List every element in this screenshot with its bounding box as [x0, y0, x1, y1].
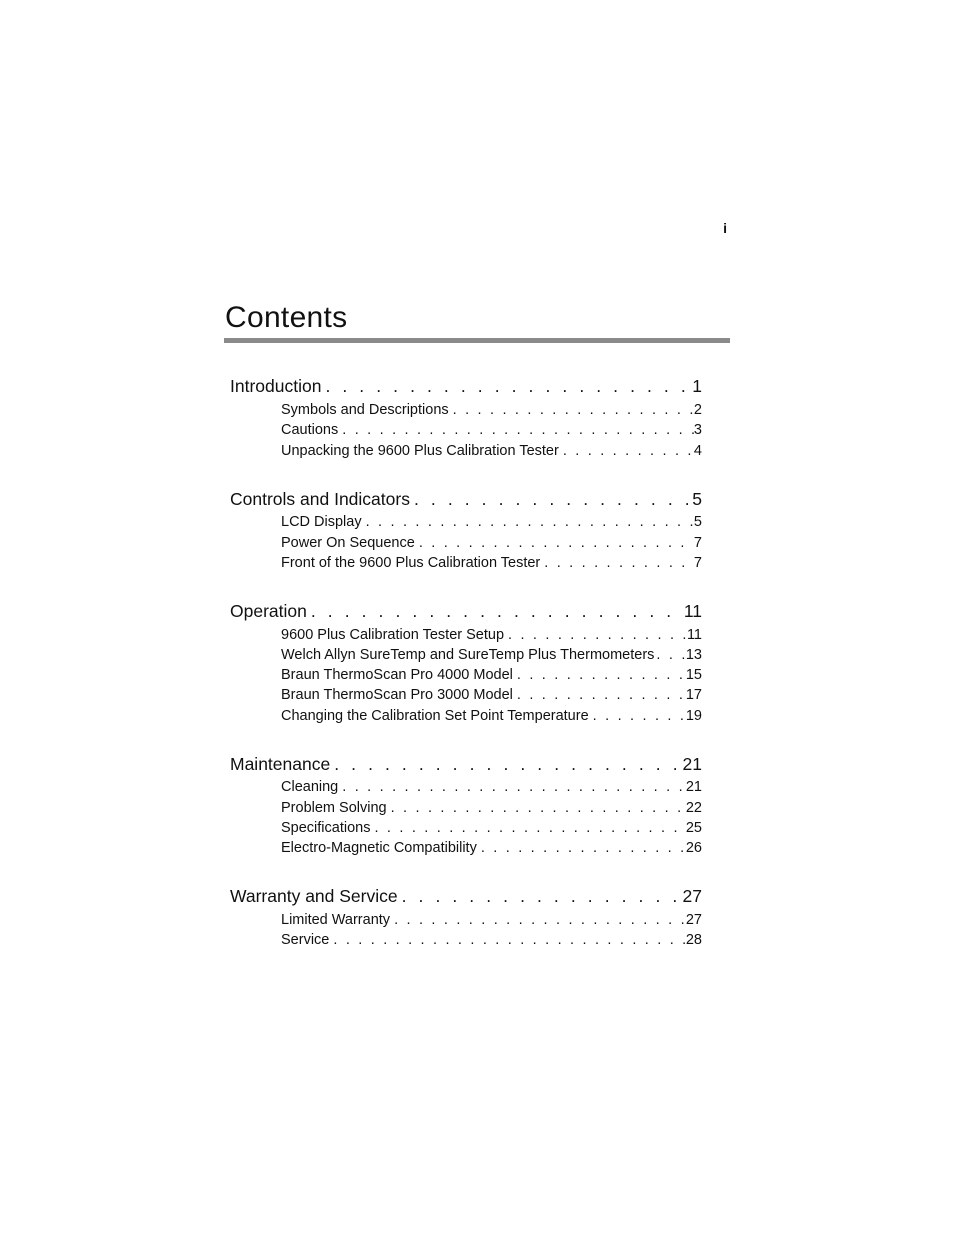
toc-item-power-on-sequence[interactable] — [281, 533, 702, 553]
toc-leader-dots — [338, 420, 694, 440]
toc-leader-dots — [387, 798, 686, 818]
toc-item-page: 5 — [693, 514, 702, 530]
toc-item-cleaning[interactable] — [281, 777, 702, 797]
toc-item-specifications[interactable] — [281, 818, 702, 838]
toc-item-page: 7 — [693, 555, 702, 571]
toc-item-page: 19 — [685, 708, 702, 724]
toc-section-label: Introduction — [230, 376, 322, 396]
toc-section-page: 1 — [692, 376, 702, 396]
toc-leader-dots — [540, 553, 694, 573]
toc-section-maintenance[interactable] — [230, 752, 702, 776]
toc-item-label: Cleaning — [281, 779, 339, 795]
toc-item-label: Unpacking the 9600 Plus Calibration Tester — [281, 443, 559, 459]
toc-item-page: 3 — [693, 422, 702, 438]
page-number: i — [723, 220, 727, 236]
toc-item-label: Specifications — [281, 820, 371, 836]
toc-item-page: 21 — [685, 779, 702, 795]
toc-item-page: 15 — [685, 667, 702, 683]
toc-section-warranty-and-service[interactable] — [230, 884, 702, 908]
toc-item-label: Changing the Calibration Set Point Temperature — [281, 708, 589, 724]
toc-item-label: Front of the 9600 Plus Calibration Tester — [281, 555, 541, 571]
toc-item-page: 7 — [693, 535, 702, 551]
toc-leader-dots — [321, 374, 692, 398]
toc-item-label: Electro-Magnetic Compatibility — [281, 840, 477, 856]
toc-leader-dots — [477, 838, 686, 858]
toc-leader-dots — [338, 777, 686, 797]
toc-leader-dots — [307, 599, 684, 623]
toc-leader-dots — [513, 685, 686, 705]
toc-item-page: 26 — [685, 840, 702, 856]
toc-section-page: 11 — [683, 601, 702, 621]
page-title: Contents — [225, 301, 348, 334]
toc-item-tester-setup[interactable] — [281, 625, 702, 645]
toc-leader-dots — [449, 400, 694, 420]
toc-leader-dots — [362, 512, 694, 532]
toc-leader-dots — [398, 884, 683, 908]
toc-leader-dots — [329, 930, 686, 950]
toc-item-page: 17 — [685, 687, 702, 703]
toc-leader-dots — [559, 441, 694, 461]
toc-item-page: 2 — [693, 402, 702, 418]
toc-section-page: 21 — [682, 754, 702, 774]
toc-item-page: 22 — [685, 800, 702, 816]
toc-item-problem-solving[interactable] — [281, 798, 702, 818]
toc-item-suretemp-thermometers[interactable] — [281, 645, 702, 665]
toc-item-label: 9600 Plus Calibration Tester Setup — [281, 627, 505, 643]
toc-item-page: 27 — [685, 912, 702, 928]
toc-item-label: Symbols and Descriptions — [281, 402, 449, 418]
toc-item-page: 13 — [685, 647, 702, 663]
toc-section-controls-and-indicators[interactable] — [230, 487, 702, 511]
toc-item-thermoscan-pro-3000[interactable] — [281, 685, 702, 705]
toc-leader-dots — [513, 665, 686, 685]
toc-item-service[interactable] — [281, 930, 702, 950]
toc-item-symbols-and-descriptions[interactable] — [281, 400, 702, 420]
toc-section-introduction[interactable] — [230, 374, 702, 398]
toc-item-label: Braun ThermoScan Pro 3000 Model — [281, 687, 513, 703]
toc-section-label: Maintenance — [230, 754, 331, 774]
toc-section-label: Operation — [230, 601, 307, 621]
toc-section-page: 5 — [692, 489, 702, 509]
toc-section-page: 27 — [682, 886, 702, 906]
toc-item-lcd-display[interactable] — [281, 512, 702, 532]
toc-item-label: Problem Solving — [281, 800, 387, 816]
toc-item-label: LCD Display — [281, 514, 362, 530]
toc-item-unpacking[interactable] — [281, 441, 702, 461]
toc-leader-dots — [504, 625, 687, 645]
toc-leader-dots — [370, 818, 685, 838]
toc-item-label: Limited Warranty — [281, 912, 391, 928]
toc-item-label: Braun ThermoScan Pro 4000 Model — [281, 667, 513, 683]
toc-leader-dots — [390, 910, 686, 930]
toc-leader-dots — [330, 752, 682, 776]
toc-item-page: 4 — [693, 443, 702, 459]
toc-item-label: Welch Allyn SureTemp and SureTemp Plus Thermometers — [281, 647, 655, 663]
toc-item-label: Power On Sequence — [281, 535, 415, 551]
toc-leader-dots — [410, 487, 692, 511]
toc-item-front-of-tester[interactable] — [281, 553, 702, 573]
toc-item-label: Service — [281, 932, 330, 948]
toc-leader-dots — [589, 706, 686, 726]
toc-leader-dots — [415, 533, 694, 553]
toc-section-label: Warranty and Service — [230, 886, 398, 906]
toc-item-set-point-temperature[interactable] — [281, 706, 702, 726]
toc-item-limited-warranty[interactable] — [281, 910, 702, 930]
toc-item-page: 28 — [685, 932, 702, 948]
toc-item-page: 25 — [685, 820, 702, 836]
toc-item-page: 11 — [686, 627, 702, 643]
toc-section-operation[interactable] — [230, 599, 702, 623]
toc-item-emc[interactable] — [281, 838, 702, 858]
toc-leader-dots — [654, 645, 685, 665]
toc-item-thermoscan-pro-4000[interactable] — [281, 665, 702, 685]
toc-section-label: Controls and Indicators — [230, 489, 410, 509]
title-rule — [224, 338, 730, 343]
toc-item-cautions[interactable] — [281, 420, 702, 440]
toc-item-label: Cautions — [281, 422, 339, 438]
